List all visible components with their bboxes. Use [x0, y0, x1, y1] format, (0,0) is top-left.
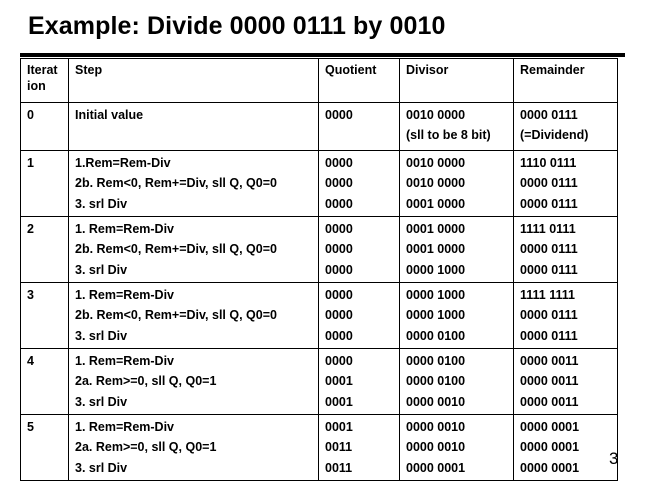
table-row — [21, 151, 618, 217]
step-line: 3. srl Div — [75, 196, 128, 211]
divisor-line: 0010 0000 — [406, 176, 466, 191]
remainder-line: 0000 0001 — [520, 460, 580, 475]
remainder-line: 0000 0011 — [520, 374, 579, 389]
divisor-line: 0001 0000 — [406, 242, 466, 257]
divisor-line: 0001 0000 — [406, 196, 466, 211]
quotient-line: 0000 — [325, 354, 353, 368]
step-line: 3. srl Div — [75, 394, 128, 409]
remainder-cell — [514, 283, 618, 349]
divisor-value: 0010 0000 — [406, 108, 466, 122]
quotient-line: 0000 — [325, 242, 353, 257]
header-iteration: Iterat ion — [21, 59, 69, 103]
remainder-line: 0000 0011 — [520, 394, 579, 409]
table-row-initial — [21, 103, 618, 151]
quotient-cell — [319, 283, 400, 349]
step-line: 1. Rem=Rem-Div — [75, 420, 174, 434]
step-line: 1. Rem=Rem-Div — [75, 222, 174, 236]
quotient-line: 0001 — [325, 374, 353, 389]
quotient-line: 0001 — [325, 394, 353, 409]
divisor-cell — [400, 283, 514, 349]
remainder-line: 0000 0011 — [520, 354, 579, 368]
remainder-line: 0000 0111 — [520, 176, 578, 191]
remainder-value: 0000 0111 — [520, 108, 578, 122]
remainder-cell — [514, 349, 618, 415]
slide-title: Example: Divide 0000 0111 by 0010 — [28, 12, 446, 40]
step-cell: Initial value — [69, 103, 319, 151]
divisor-line: 0000 0010 — [406, 420, 466, 434]
page-number: 3 — [609, 449, 619, 468]
iteration-cell: 0 — [21, 103, 69, 151]
remainder-line: 1110 0111 — [520, 156, 577, 170]
divisor-cell — [400, 103, 514, 151]
table-row — [21, 217, 618, 283]
title-rule — [20, 53, 625, 57]
table-row — [21, 283, 618, 349]
quotient-line: 0000 — [325, 262, 353, 277]
iteration-cell: 4 — [21, 349, 69, 415]
step-line: 3. srl Div — [75, 460, 128, 475]
table-row — [21, 349, 618, 415]
header-row — [21, 59, 618, 103]
quotient-line: 0000 — [325, 308, 353, 323]
quotient-line: 0000 — [325, 288, 353, 302]
remainder-line: 0000 0111 — [520, 328, 578, 343]
remainder-line: 0000 0111 — [520, 196, 578, 211]
divisor-cell — [400, 415, 514, 481]
remainder-line: 0000 0111 — [520, 262, 578, 277]
header-divisor: Divisor — [400, 59, 514, 103]
quotient-line: 0011 — [325, 440, 353, 455]
header-step: Step — [69, 59, 319, 103]
divisor-cell — [400, 151, 514, 217]
header-quotient: Quotient — [319, 59, 400, 103]
step-line: 2b. Rem<0, Rem+=Div, sll Q, Q0=0 — [75, 242, 277, 257]
step-line: 3. srl Div — [75, 328, 128, 343]
divisor-line: 0000 1000 — [406, 262, 466, 277]
step-cell — [69, 151, 319, 217]
quotient-line: 0011 — [325, 460, 353, 475]
quotient-line: 0000 — [325, 328, 353, 343]
division-table — [20, 58, 618, 481]
divisor-cell — [400, 217, 514, 283]
iteration-cell: 3 — [21, 283, 69, 349]
quotient-line: 0000 — [325, 176, 353, 191]
remainder-line: 0000 0001 — [520, 440, 580, 455]
divisor-line: 0000 1000 — [406, 288, 466, 302]
quotient-cell — [319, 349, 400, 415]
step-cell — [69, 283, 319, 349]
remainder-cell — [514, 103, 618, 151]
quotient-line: 0000 — [325, 196, 353, 211]
quotient-line: 0000 — [325, 156, 353, 170]
divisor-line: 0000 0100 — [406, 374, 466, 389]
divisor-line: 0000 0010 — [406, 440, 466, 455]
step-cell — [69, 349, 319, 415]
iteration-cell: 1 — [21, 151, 69, 217]
step-cell — [69, 217, 319, 283]
quotient-cell — [319, 217, 400, 283]
step-line: 2b. Rem<0, Rem+=Div, sll Q, Q0=0 — [75, 176, 277, 191]
divisor-note: (sll to be 8 bit) — [406, 128, 491, 143]
quotient-cell: 0000 — [319, 103, 400, 151]
remainder-line: 0000 0111 — [520, 242, 578, 257]
divisor-line: 0000 0001 — [406, 460, 466, 475]
quotient-line: 0001 — [325, 420, 353, 434]
step-line: 1. Rem=Rem-Div — [75, 354, 174, 368]
remainder-note: (=Dividend) — [520, 128, 589, 143]
step-line: 3. srl Div — [75, 262, 128, 277]
step-line: 2b. Rem<0, Rem+=Div, sll Q, Q0=0 — [75, 308, 277, 323]
remainder-line: 1111 0111 — [520, 222, 576, 236]
remainder-line: 1111 1111 — [520, 288, 575, 302]
quotient-cell — [319, 151, 400, 217]
divisor-cell — [400, 349, 514, 415]
divisor-line: 0000 1000 — [406, 308, 466, 323]
quotient-line: 0000 — [325, 222, 353, 236]
table-row — [21, 415, 618, 481]
iteration-cell: 2 — [21, 217, 69, 283]
step-cell — [69, 415, 319, 481]
divisor-line: 0000 0010 — [406, 394, 466, 409]
remainder-line: 0000 0111 — [520, 308, 578, 323]
iteration-cell: 5 — [21, 415, 69, 481]
remainder-line: 0000 0001 — [520, 420, 580, 434]
step-line: 1.Rem=Rem-Div — [75, 156, 171, 170]
quotient-cell — [319, 415, 400, 481]
step-line: 1. Rem=Rem-Div — [75, 288, 174, 302]
divisor-line: 0000 0100 — [406, 354, 466, 368]
step-line: 2a. Rem>=0, sll Q, Q0=1 — [75, 374, 217, 389]
divisor-line: 0010 0000 — [406, 156, 466, 170]
step-line: 2a. Rem>=0, sll Q, Q0=1 — [75, 440, 217, 455]
divisor-line: 0000 0100 — [406, 328, 466, 343]
remainder-cell — [514, 151, 618, 217]
divisor-line: 0001 0000 — [406, 222, 466, 236]
remainder-cell — [514, 415, 618, 481]
header-remainder: Remainder — [514, 59, 618, 103]
remainder-cell — [514, 217, 618, 283]
